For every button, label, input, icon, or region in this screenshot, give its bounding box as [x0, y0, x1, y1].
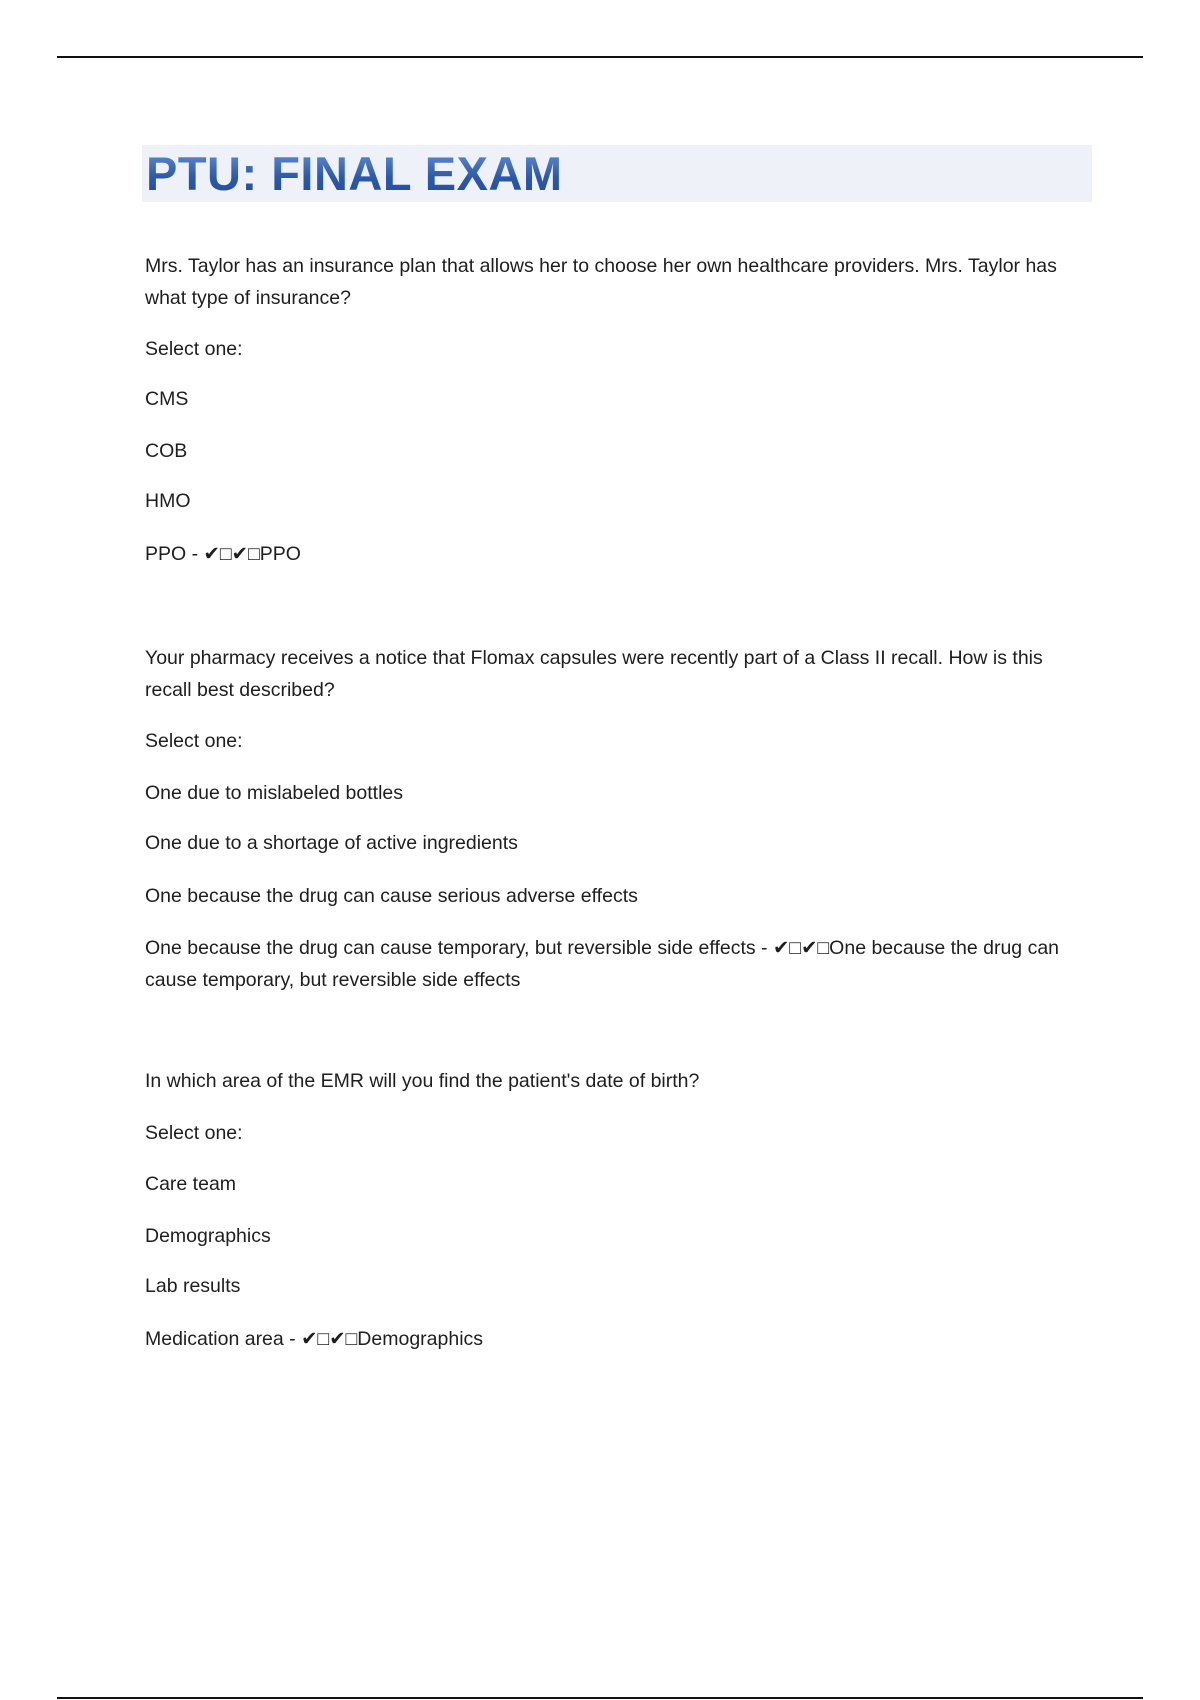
question-2-option-1: One due to mislabeled bottles: [145, 782, 403, 804]
question-1-option-3: HMO: [145, 490, 191, 512]
question-2-option-2: One due to a shortage of active ingredients: [145, 832, 518, 854]
question-3-option-3: Lab results: [145, 1275, 241, 1297]
question-1-option-4-answer: PPO - ✔□✔□PPO: [145, 543, 301, 565]
question-2-option-3: One because the drug can cause serious adverse effects: [145, 885, 638, 907]
page-bottom-rule: [57, 1697, 1143, 1699]
question-1-option-1: CMS: [145, 388, 189, 410]
question-1-option-2: COB: [145, 440, 188, 462]
question-3-prompt: In which area of the EMR will you find the patient's date of birth?: [145, 1070, 700, 1092]
question-3-instruction: Select one:: [145, 1122, 243, 1144]
question-3-option-4-answer: Medication area - ✔□✔□Demographics: [145, 1328, 484, 1350]
question-1-prompt: Mrs. Taylor has an insurance plan that allows her to choose her own healthcare providers. Mrs. Taylor has what type of insurance?: [145, 255, 1057, 309]
question-2-option-4-answer: One because the drug can cause temporary, but reversible side effects - ✔□✔□One because the drug can cause temporary, but reversible side effects: [145, 937, 1060, 991]
document-title: PTU: FINAL EXAM: [146, 147, 563, 200]
question-2-prompt: Your pharmacy receives a notice that Flomax capsules were recently part of a Class II recall. How is this recall best described?: [145, 647, 1043, 701]
page-top-rule: [57, 56, 1143, 58]
question-3-option-1: Care team: [145, 1173, 237, 1195]
question-2-instruction: Select one:: [145, 730, 243, 752]
question-3-option-2: Demographics: [145, 1225, 271, 1247]
question-1-instruction: Select one:: [145, 338, 243, 360]
